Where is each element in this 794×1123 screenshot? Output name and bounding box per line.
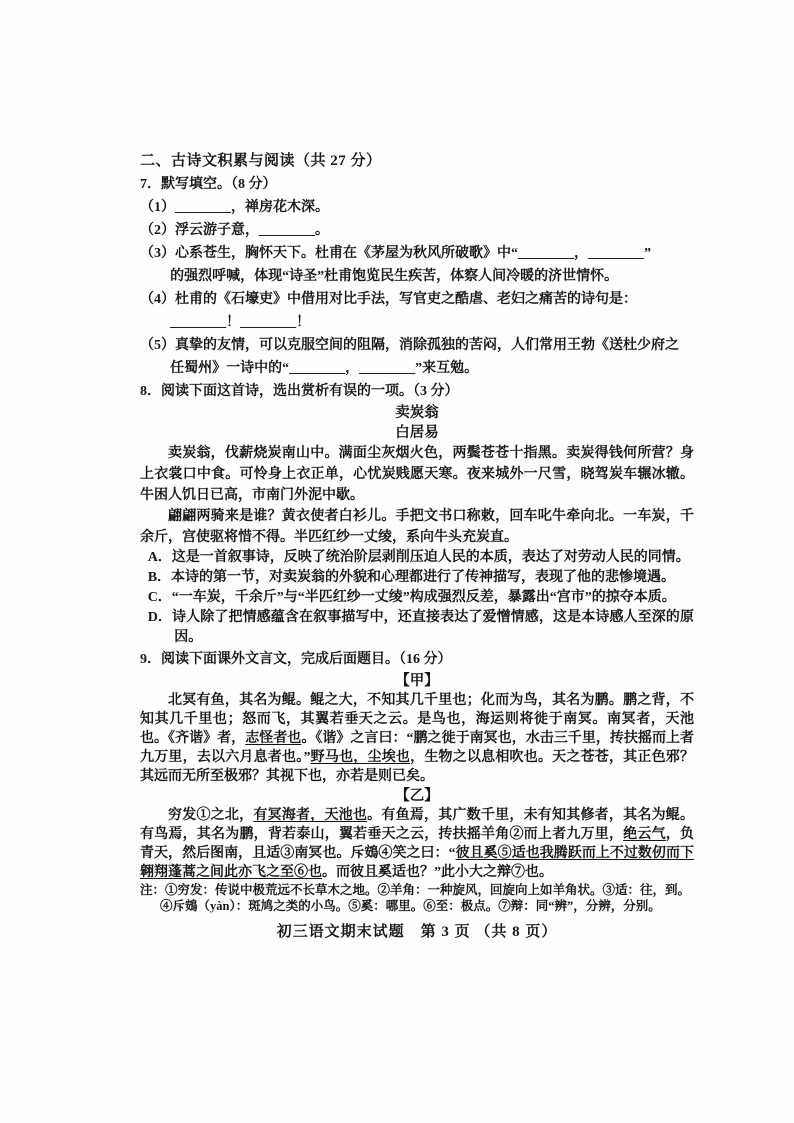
- passage-jia-label: 【甲】: [395, 673, 439, 689]
- passage-yi: [140, 806, 694, 882]
- jia-underlined-1: 志怪者也: [245, 731, 302, 746]
- poem-stanza-1: 卖炭翁，伐薪烧炭南山中。满面尘灰烟火色，两鬓苍苍十指黑。卖炭得钱何所营？身上衣裳口中食。可怜身上衣正单，心忧炭贱愿天寒。夜来城外一尺雪，晓驾炭车辗冰辙。牛困人饥日已高，市南门外泥中歇。: [140, 446, 694, 503]
- yi-text-4: 。而彼且奚适也？”此小大之辩⑦也。: [322, 865, 553, 880]
- q7-item-4-line-1: （4）杜甫的《石壕吏》中借用对比手法，写官吏之酷虐、老妇之痛苦的诗句是：: [140, 292, 637, 307]
- yi-text-3: ，负青天，然后图南，且适③南冥也。斥鴳④笑之曰：“: [140, 827, 695, 861]
- poem-author: 白居易: [395, 425, 439, 441]
- q7-item-3-line-2: 的强烈呼喊，体现“诗圣”杜甫饱览民生疾苦，体察人间冷暖的济世情怀。: [170, 269, 619, 284]
- q8-option-a: A．这是一首叙事诗，反映了统治阶层剥削压迫人民的本质，表达了对劳动人民的同情。: [147, 550, 690, 565]
- yi-underlined-3: 彼且奚⑤适也我腾跃而上不过数仞而下翱翔蓬蒿之间此亦飞之至⑥也: [140, 846, 695, 880]
- q7-item-2: （2）浮云游子意，________。: [140, 223, 329, 238]
- poem-title: 卖炭翁: [395, 405, 439, 421]
- yi-underlined-2: 绝云气: [623, 827, 666, 842]
- passage-yi-label: 【乙】: [395, 788, 439, 804]
- yi-text-2: 。有鱼焉，其广数千里，未有知其修者，其名为鲲。有鸟焉，其名为鹏，背若泰山，翼若垂天之云，抟扶摇羊角②而上者九万里，: [140, 808, 695, 842]
- yi-underlined-1: 有冥海者，天池也: [253, 808, 368, 823]
- page-footer: 初三语文期末试题 第 3 页 （共 8 页）: [276, 924, 558, 940]
- q7-item-4-blanks: ________！________！: [170, 315, 311, 330]
- footnote-line-2: ④斥鴳（yàn）：斑鸠之类的小鸟。⑤奚：哪里。⑥至：极点。⑦辩：同“辨”，分辨，分别。: [160, 899, 661, 913]
- footnote-line-1: 注：①穷发：传说中极荒远不长草木之地。②羊角：一种旋风，回旋向上如羊角状。③适：往，到。: [140, 883, 691, 897]
- q7-item-5-line-1: （5）真挚的友情，可以克服空间的阻隔，消除孤独的苦闷，人们常用王勃《送杜少府之: [140, 338, 679, 353]
- q7-item-3-line-1: （3）心系苍生，胸怀天下。杜甫在《茅屋为秋风所破歌》中“________，________”: [140, 246, 651, 261]
- q8-option-b: B．本诗的第一节，对卖炭翁的外貌和心理都进行了传神描写，表现了他的悲惨境遇。: [147, 570, 676, 585]
- q7-item-1: （1）________，禅房花木深。: [140, 200, 329, 215]
- section-title: 二、古诗文积累与阅读（共 27 分）: [140, 153, 382, 169]
- jia-underlined-2: 野马也，尘埃也: [310, 750, 411, 765]
- passage-jia: [140, 691, 694, 786]
- yi-text-1: 穷发①之北，: [168, 808, 254, 823]
- jia-text-1: 北冥有鱼，其名为鲲。鲲之大，不知其几千里也；化而为鸟，其名为鹏。鹏之背，不知其几千里也；怒而飞，其翼若垂天之云。是鸟也，海运则将徙于南冥。南冥者，天池也。《齐谐》者，: [140, 693, 694, 746]
- q8-stem: 8．阅读下面这首诗，选出赏析有误的一项。（3 分）: [140, 384, 459, 399]
- jia-text-2: 。《谐》之言曰：“鹏之徙于南冥也，水击三千里，抟扶摇而上者九万里，去以六月息者也。”: [140, 731, 695, 765]
- exam-content: [140, 150, 694, 943]
- q8-option-d: D．诗人除了把情感蕴含在叙事描写中，还直接表达了爱憎情感，这是本诗感人至深的原因。: [147, 610, 694, 645]
- poem-stanza-2: 翩翩两骑来是谁？黄衣使者白衫儿。手把文书口称敕，回车叱牛牵向北。一车炭，千余斤，宫使驱将惜不得。半匹红纱一丈绫，系向牛头充炭直。: [140, 509, 694, 545]
- q9-stem: 9．阅读下面课外文言文，完成后面题目。（16 分）: [140, 652, 452, 667]
- q7-item-5-line-2: 任蜀州》一诗中的“________，________”来互勉。: [170, 361, 479, 376]
- jia-text-3: ，生物之以息相吹也。天之苍苍，其正色邪？其远而无所至极邪？其视下也，亦若是则已矣。: [140, 750, 695, 784]
- q8-option-c: C．“一车炭，千余斤”与“半匹红纱一丈绫”构成强烈反差，暴露出“宫市”的掠夺本质。: [147, 590, 676, 605]
- q7-stem: 7．默写填空。（8 分）: [140, 177, 277, 192]
